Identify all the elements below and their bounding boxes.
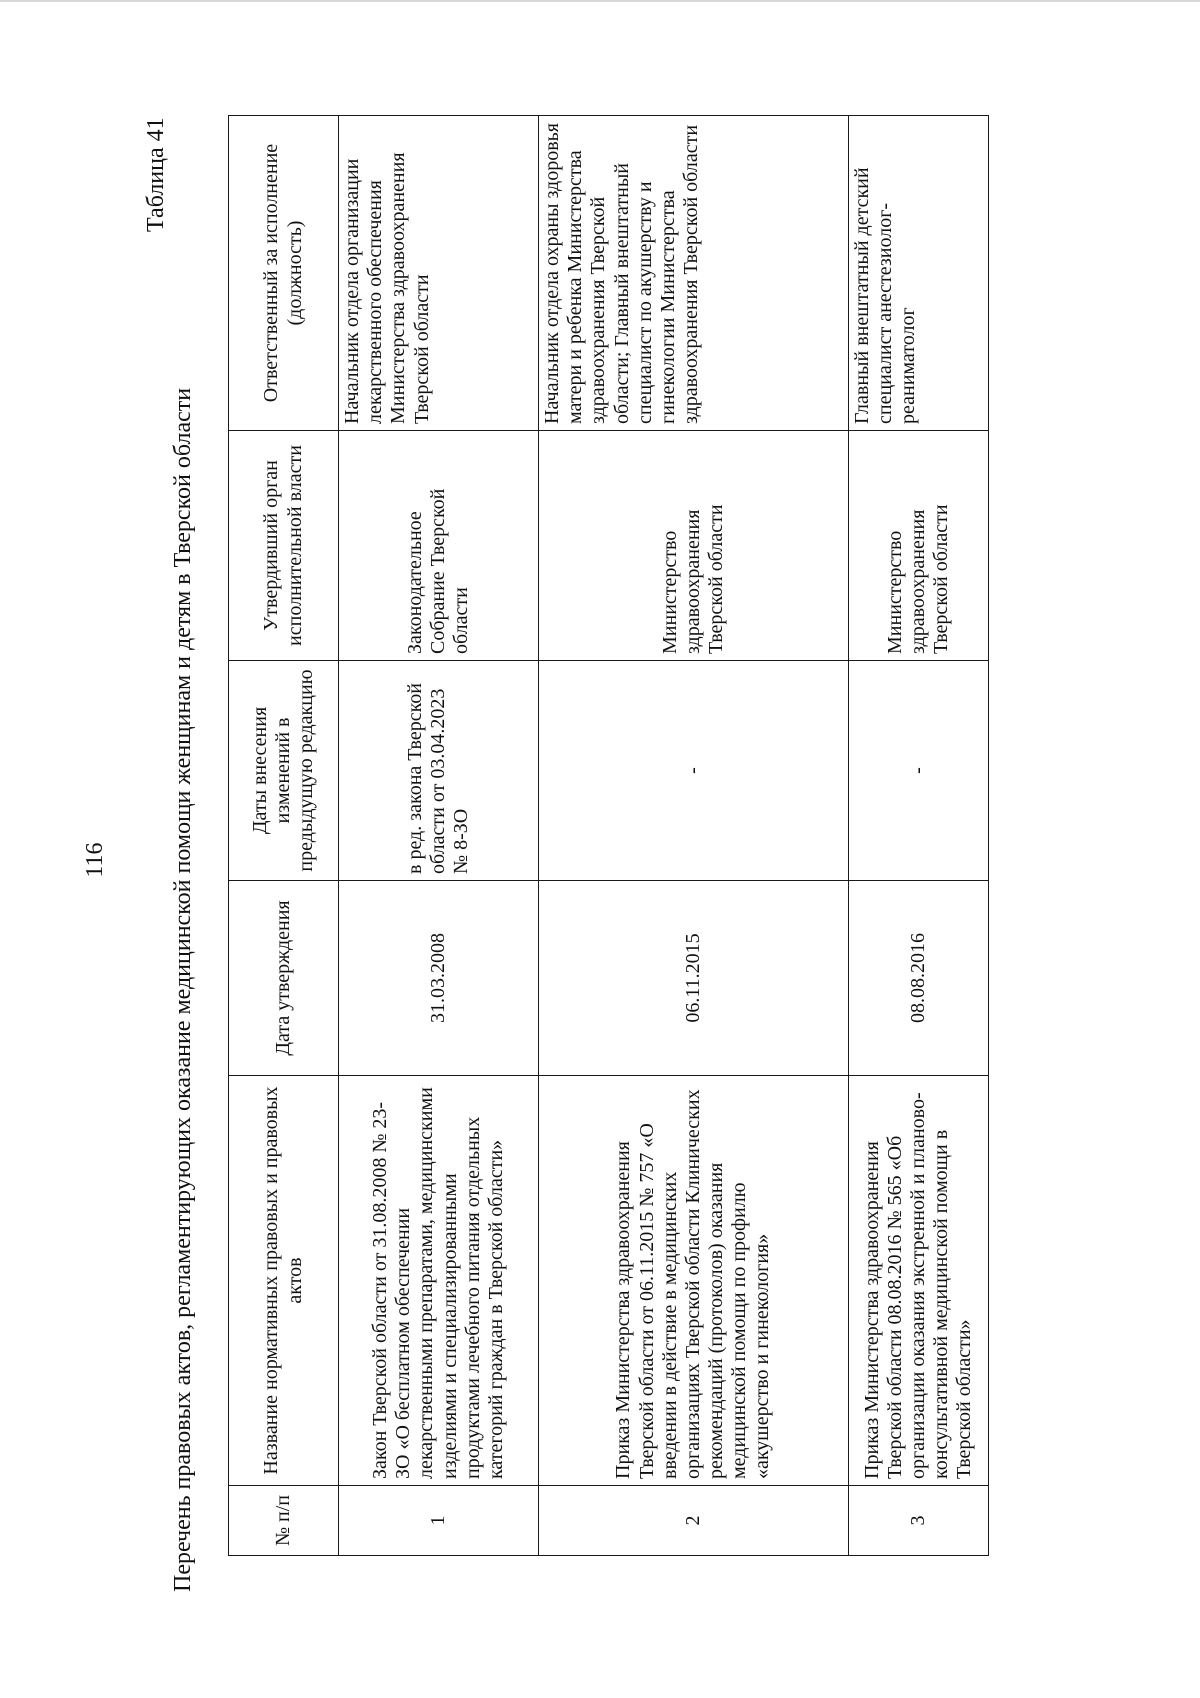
approval-date: 08.08.2016 [849, 881, 989, 1076]
table-row [539, 116, 849, 1556]
header-act-name: Название нормативных правовых и правовых актов [229, 1076, 339, 1486]
approval-date: 31.03.2008 [339, 881, 539, 1076]
row-num: 1 [339, 1486, 539, 1556]
header-approval-date: Дата утверждения [229, 881, 339, 1076]
table-row [339, 116, 539, 1556]
table-label: Таблица 41 [143, 117, 169, 232]
act-name: Приказ Министерства здравоохранения Тверской области от 06.11.2015 № 757 «О введении в действие в медицинских организациях Тверской области Клинических рекомендаций (протоколов) оказания медицинской помощи по профилю «акушерство и гинекология» [539, 1076, 849, 1486]
header-amendment-dates: Даты внесения изменений в предыдущую редакцию [229, 661, 339, 881]
responsible-position: Начальник отдела охраны здоровья матери и ребенка Министерства здравоохранения Тверской области; Главный внештатный специалист по акушерству и гинекологии Министерства здравоохранения Тверской области [539, 116, 849, 431]
approving-body: Министерство здравоохранения Тверской области [539, 431, 849, 661]
row-num: 2 [539, 1486, 849, 1556]
row-num: 3 [849, 1486, 989, 1556]
scan-edge [0, 0, 1200, 2]
amendment-dates: - [539, 661, 849, 881]
table-header-row [229, 116, 339, 1556]
approval-date: 06.11.2015 [539, 881, 849, 1076]
acts-table [228, 116, 988, 1556]
header-responsible: Ответственный за исполнение (должность) [229, 116, 339, 431]
document-title: Перечень правовых актов, регламентирующих оказание медицинской помощи женщинам и детям в Тверской области [170, 387, 196, 1592]
table-row [849, 116, 989, 1556]
act-name: Закон Тверской области от 31.08.2008 № 23-ЗО «О бесплатном обеспечении лекарственными препаратами, медицинскими изделиями и специализированными продуктами лечебного питания отдельных категорий граждан в Тверской области» [339, 1076, 539, 1486]
amendment-dates: - [849, 661, 989, 881]
page-number: 116 [82, 842, 108, 878]
responsible-position: Главный внештатный детский специалист анестезиолог-реаниматолог [849, 116, 989, 431]
header-num: № п/п [229, 1486, 339, 1556]
act-name: Приказ Министерства здравоохранения Тверской области 08.08.2016 № 565 «Об организации оказания экстренной и планово-консультативной медицинской помощи в Тверской области» [849, 1076, 989, 1486]
responsible-position: Начальник отдела организации лекарственного обеспечения Министерства здравоохранения Тверской области [339, 116, 539, 431]
header-approving-body: Утвердивший орган исполнительной власти [229, 431, 339, 661]
approving-body: Законодательное Собрание Тверской области [339, 431, 539, 661]
approving-body: Министерство здравоохранения Тверской области [849, 431, 989, 661]
amendment-dates: в ред. закона Тверской области от 03.04.2023 № 8-ЗО [339, 661, 539, 881]
